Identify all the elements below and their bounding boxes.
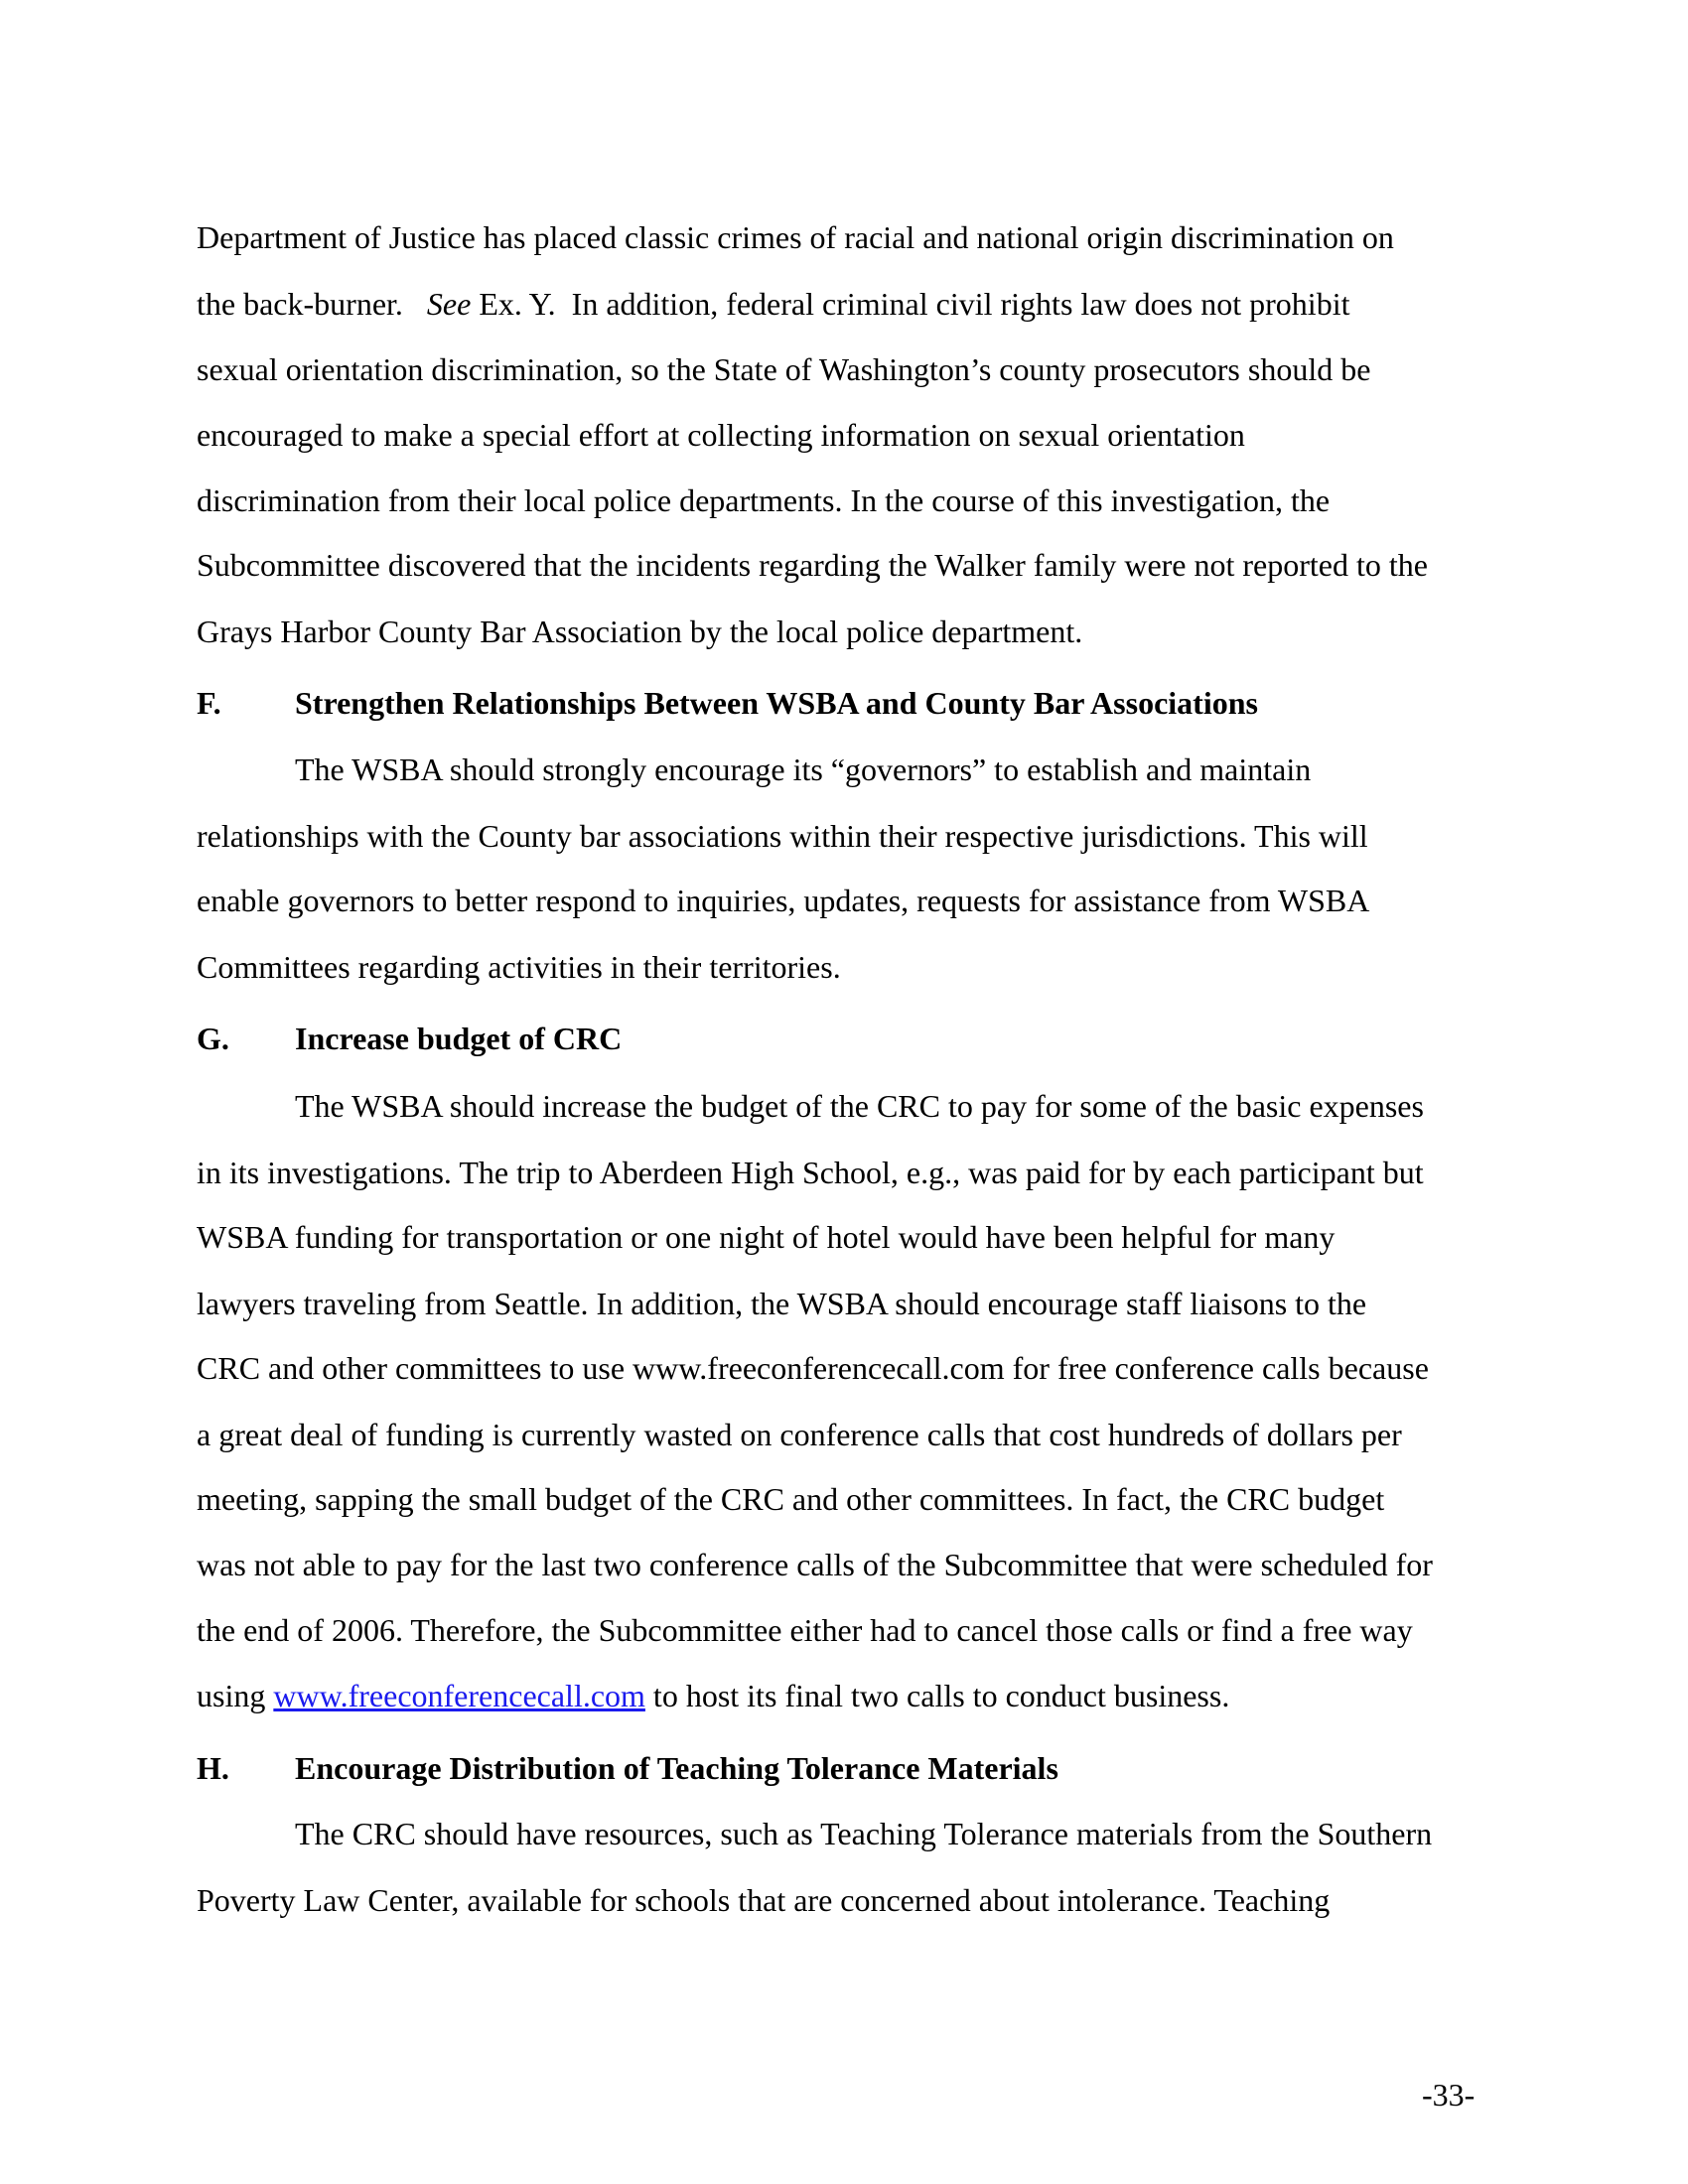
section-label: G. (197, 1021, 229, 1056)
section-f-line-3: enable governors to better respond to inquiries, updates, requests for assistance from WSBA (197, 883, 1370, 918)
intro-line-5: discrimination from their local police departments. In the course of this investigation, the (197, 482, 1331, 518)
section-heading-h (197, 1748, 1058, 1788)
section-g-line-5: CRC and other committees to use www.freeconferencecall.com for free conference calls because (197, 1350, 1429, 1386)
section-h-line-2: Poverty Law Center, available for schools that are concerned about intolerance. Teaching (197, 1882, 1331, 1918)
section-g-line-2: in its investigations. The trip to Aberdeen High School, e.g., was paid for by each participant but (197, 1155, 1424, 1190)
intro-line-6: Subcommittee discovered that the incidents regarding the Walker family were not reported to the (197, 547, 1428, 583)
page-number: -33- (1422, 2077, 1476, 2113)
section-label: H. (197, 1750, 229, 1786)
section-heading-g (197, 1019, 622, 1058)
section-label: F. (197, 685, 221, 721)
intro-line-4: encouraged to make a special effort at collecting information on sexual orientation (197, 417, 1245, 453)
section-g-line-10-pre: using (197, 1678, 274, 1713)
section-f-line-1: The WSBA should strongly encourage its “governors” to establish and maintain (295, 751, 1312, 787)
intro-line-2-pre: the back-burner. (197, 286, 427, 322)
see-citation-signal: See (426, 286, 472, 322)
section-f-line-2: relationships with the County bar associations within their respective jurisdictions. This will (197, 818, 1368, 854)
section-g-line-8: was not able to pay for the last two conference calls of the Subcommittee that were scheduled for (197, 1547, 1433, 1582)
section-g-line-6: a great deal of funding is currently wasted on conference calls that cost hundreds of dollars per (197, 1417, 1402, 1452)
freeconferencecall-link[interactable]: www.freeconferencecall.com (273, 1678, 645, 1713)
section-f-line-4: Committees regarding activities in their territories. (197, 949, 841, 985)
section-title: Encourage Distribution of Teaching Tolerance Materials (295, 1750, 1058, 1786)
section-g-line-7: meeting, sapping the small budget of the CRC and other committees. In fact, the CRC budget (197, 1481, 1385, 1517)
intro-line-3: sexual orientation discrimination, so the State of Washington’s county prosecutors should be (197, 351, 1371, 387)
section-title: Strengthen Relationships Between WSBA and County Bar Associations (295, 685, 1258, 721)
section-g-line-10-post: to host its final two calls to conduct business. (644, 1678, 1230, 1713)
intro-line-2-post: Ex. Y. In addition, federal criminal civil rights law does not prohibit (471, 286, 1350, 322)
section-g-line-10 (197, 1676, 1229, 1715)
section-g-line-9: the end of 2006. Therefore, the Subcommittee either had to cancel those calls or find a free way (197, 1612, 1413, 1648)
intro-line-1: Department of Justice has placed classic crimes of racial and national origin discrimination on (197, 219, 1394, 255)
section-title: Increase budget of CRC (295, 1021, 623, 1056)
section-h-line-1: The CRC should have resources, such as Teaching Tolerance materials from the Southern (295, 1816, 1433, 1851)
intro-line-7: Grays Harbor County Bar Association by the local police department. (197, 614, 1083, 649)
section-g-line-1: The WSBA should increase the budget of the CRC to pay for some of the basic expenses (295, 1088, 1424, 1124)
section-g-line-3: WSBA funding for transportation or one night of hotel would have been helpful for many (197, 1219, 1336, 1255)
intro-line-2 (197, 284, 1349, 324)
section-heading-f (197, 683, 1258, 723)
section-g-line-4: lawyers traveling from Seattle. In addition, the WSBA should encourage staff liaisons to the (197, 1286, 1367, 1321)
